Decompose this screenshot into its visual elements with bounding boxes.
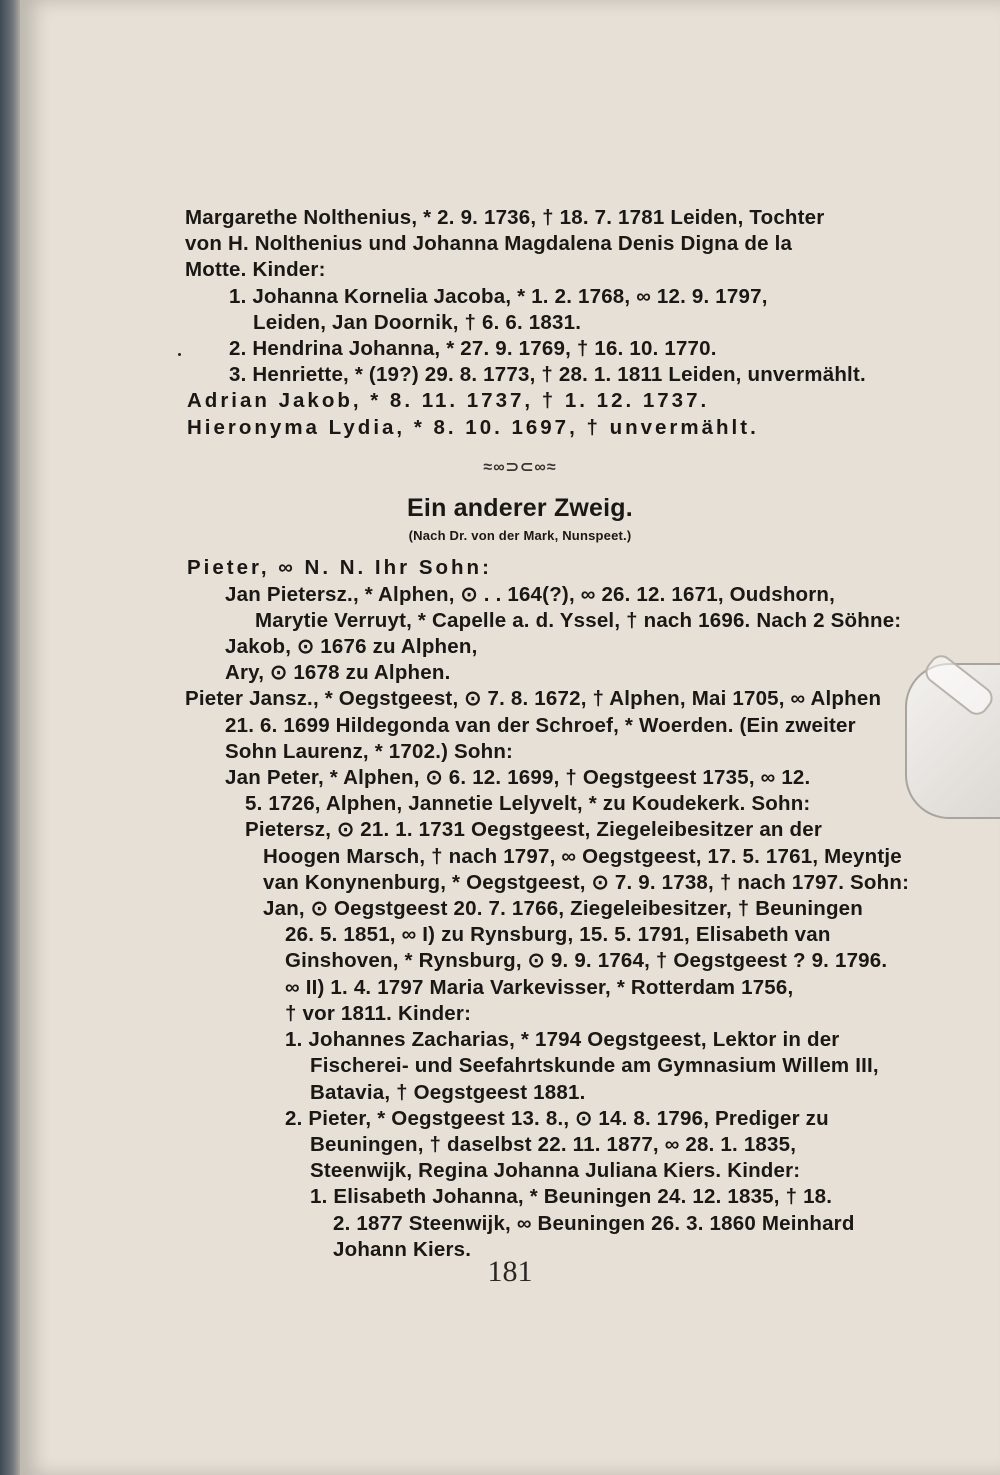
text-line: † vor 1811. Kinder: [285, 1001, 472, 1025]
text-line: Jan Peter, * Alphen, ⊙ 6. 12. 1699, † Oegstgeest 1735, ∞ 12. [225, 766, 811, 790]
text-line: Ary, ⊙ 1678 zu Alphen. [225, 661, 451, 685]
text-line: Jan Pietersz., * Alphen, ⊙ . . 164(?), ∞ 26. 12. 1671, Oudshorn, [225, 582, 836, 606]
text-line: Hieronyma Lydia, * 8. 10. 1697, † unvermählt. [187, 415, 759, 439]
text-line: 1. Johanna Kornelia Jacoba, * 1. 2. 1768, ∞ 12. 9. 1797, [229, 284, 768, 308]
text-line: Jan, ⊙ Oegstgeest 20. 7. 1766, Ziegeleibesitzer, † Beuningen [263, 897, 863, 921]
text-line: Margarethe Nolthenius, * 2. 9. 1736, † 18. 7. 1781 Leiden, Tochter [185, 206, 825, 229]
text-line: 1. Johannes Zacharias, * 1794 Oegstgeest, Lektor in der [285, 1028, 840, 1052]
text-line: Hoogen Marsch, † nach 1797, ∞ Oegstgeest, 17. 5. 1761, Meyntje [263, 844, 902, 868]
text-line: 2. Hendrina Johanna, * 27. 9. 1769, † 16. 10. 1770. [229, 337, 717, 361]
text-line: Pieter Jansz., * Oegstgeest, ⊙ 7. 8. 1672, † Alphen, Mai 1705, ∞ Alphen [185, 687, 882, 711]
section-subheading: (Nach Dr. von der Mark, Nunspeet.) [408, 528, 632, 544]
text-line: Beuningen, † daselbst 22. 11. 1877, ∞ 28. 1. 1835, [310, 1132, 797, 1156]
page-text [165, 205, 910, 1263]
text-line: Adrian Jakob, * 8. 11. 1737, † 1. 12. 1737. [187, 389, 710, 413]
text-line: 2. 1877 Steenwijk, ∞ Beuningen 26. 3. 1860 Meinhard [333, 1211, 855, 1235]
text-line: von H. Nolthenius und Johanna Magdalena Denis Digna de la [185, 232, 793, 256]
text-line: Pieter, ∞ N. N. Ihr Sohn: [187, 556, 492, 580]
text-line: Fischerei- und Seefahrtskunde am Gymnasium Willem III, [310, 1054, 879, 1078]
text-line: Marytie Verruyt, * Capelle a. d. Yssel, † nach 1696. Nach 2 Söhne: [255, 608, 902, 632]
text-line: Batavia, † Oegstgeest 1881. [310, 1080, 586, 1104]
text-line: 5. 1726, Alphen, Jannetie Lelyvelt, * zu Koudekerk. Sohn: [245, 792, 811, 816]
text-line: Steenwijk, Regina Johanna Juliana Kiers. Kinder: [310, 1159, 801, 1183]
section-heading: Ein anderer Zweig. [407, 494, 633, 523]
text-line: 26. 5. 1851, ∞ I) zu Rynsburg, 15. 5. 1791, Elisabeth van [285, 923, 831, 947]
text-line: Johann Kiers. [333, 1237, 472, 1261]
text-line: 2. Pieter, * Oegstgeest 13. 8., ⊙ 14. 8. 1796, Prediger zu [285, 1106, 829, 1130]
text-line: ∞ II) 1. 4. 1797 Maria Varkevisser, * Rotterdam 1756, [285, 975, 794, 999]
text-line: van Konynenburg, * Oegstgeest, ⊙ 7. 9. 1738, † nach 1797. Sohn: [263, 870, 910, 894]
book-spine [0, 0, 22, 1475]
text-line: Pietersz, ⊙ 21. 1. 1731 Oegstgeest, Ziegeleibesitzer an der [245, 818, 823, 842]
text-line: Leiden, Jan Doornik, † 6. 6. 1831. [253, 310, 582, 334]
text-line: Jakob, ⊙ 1676 zu Alphen, [225, 635, 478, 659]
page-number: 181 [487, 1255, 533, 1288]
ornament-divider: ≈∞⊃⊂∞≈ [483, 458, 557, 476]
text-line: Sohn Laurenz, * 1702.) Sohn: [225, 739, 514, 763]
text-line: 1. Elisabeth Johanna, * Beuningen 24. 12. 1835, † 18. [310, 1185, 833, 1209]
text-line: 21. 6. 1699 Hildegonda van der Schroef, * Woerden. (Ein zweiter [225, 713, 856, 737]
text-line: Ginshoven, * Rynsburg, ⊙ 9. 9. 1764, † Oegstgeest ? 9. 1796. [285, 949, 888, 973]
text-line: Motte. Kinder: [185, 258, 326, 282]
text-line: 3. Henriette, * (19?) 29. 8. 1773, † 28. 1. 1811 Leiden, unvermählt. [229, 363, 866, 387]
